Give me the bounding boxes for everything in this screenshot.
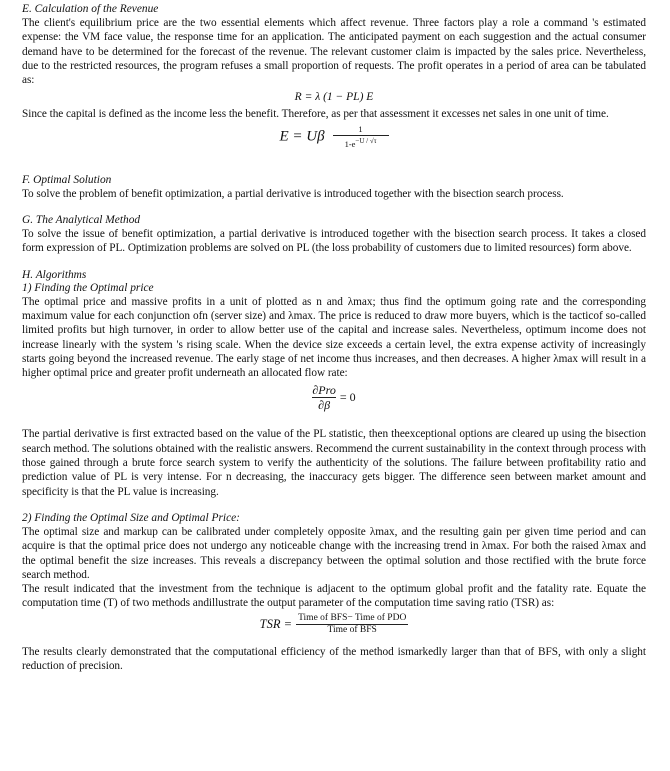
expense-denominator-exponent: −U / √τ bbox=[355, 136, 377, 145]
section-e-paragraph-2: Since the capital is defined as the income less the benefit. Therefore, as per that assessment it excesses net sales in one unit of time. bbox=[22, 108, 609, 121]
section-f-paragraph: To solve the problem of benefit optimization, a partial derivative is introduced together with the bisection search process. bbox=[22, 187, 564, 200]
expense-denominator-base: 1-e bbox=[344, 138, 356, 149]
subsection-1-heading: 1) Finding the Optimal price bbox=[22, 281, 154, 294]
expense-fraction-numerator: 1 bbox=[358, 123, 363, 134]
expense-equation bbox=[22, 124, 646, 170]
section-e-paragraph-1: The client's equilibrium price are the two essential elements which affect revenue. Three factors play a role a command 's estimated expense: the VM face value, the response time for an application. The anticipated payment on each suggestion and the actual consumer demand have to be determined for the forecast of the revenue. The relevant customer claim is impacted by the sales price. Nevertheless, due to the restricted resources, the program refuses a small proportion of requests. The profit operates in a period of area can be tabulated as: bbox=[22, 17, 646, 87]
revenue-equation: R = λ (1 − PL) E bbox=[294, 91, 374, 104]
subsection-2-paragraph-3: The results clearly demonstrated that the computational efficiency of the method ismarkedly larger than that of BFS, with only a slight reduction of precision. bbox=[22, 645, 646, 673]
expense-equation-lhs: E = Uβ bbox=[279, 128, 325, 145]
derivative-rhs: = 0 bbox=[339, 390, 356, 405]
subsection-2-heading: 2) Finding the Optimal Size and Optimal Price: bbox=[22, 511, 240, 524]
section-g-paragraph: To solve the issue of benefit optimization, a partial derivative is introduced together with the bisection search process. It takes a closed form expression of PL. Optimization problems are solved on PL (the loss probability of customers due to limited resources) form above. bbox=[22, 228, 646, 255]
subsection-1-paragraph-2: The partial derivative is first extracted based on the value of the PL statistic, then theexceptional options are cleared up using the bisection search method. The solutions obtained with the realistic answers. Recommend the current sustainability in the context through process with those gained through a brute force search system to verify the authenticity of the solutions. The failure between profitability ratio and prediction value of PL is very intense. For n decreasing, the inaccuracy gets bigger. The difference seen between market amount and specificity is that the PL value is increasing. bbox=[22, 428, 646, 498]
subsection-2-paragraph-2: The result indicated that the investment from the technique is adjacent to the optimum global profit and the fatality rate. Equate the computation time (T) of two methods andillustrate the output parameter of the computation time saving ratio (TSR) as: bbox=[22, 583, 646, 610]
subsection-2-paragraph-1: The optimal size and markup can be calibrated under completely opposite λmax, and the resulting gain per given time period and can acquire is that the optimal price does not undergo any noticeable change with the increasing trend in λmax. For both the raised λmax and the optimal benefit the size increases. This reveals a discrepancy between the optimal solution and those rectified with the brute force search method. bbox=[22, 525, 646, 581]
section-h-heading: H. Algorithms bbox=[22, 268, 87, 281]
section-g-heading: G. The Analytical Method bbox=[22, 214, 141, 227]
tsr-equation-lhs: TSR = bbox=[259, 616, 293, 631]
section-f-heading: F. Optimal Solution bbox=[22, 173, 112, 186]
derivative-denominator: ∂β bbox=[318, 398, 331, 413]
tsr-numerator: Time of BFS− Time of PDO bbox=[298, 612, 407, 623]
section-e-heading: E. Calculation of the Revenue bbox=[22, 3, 159, 15]
expense-fraction-denominator bbox=[333, 136, 389, 150]
tsr-fraction bbox=[296, 613, 408, 636]
tsr-denominator: Time of BFS bbox=[327, 624, 377, 635]
expense-fraction bbox=[333, 124, 389, 150]
tsr-equation bbox=[22, 613, 646, 643]
partial-derivative-equation bbox=[22, 383, 646, 427]
paper-page bbox=[22, 3, 646, 673]
derivative-fraction bbox=[312, 383, 335, 412]
derivative-numerator: ∂Pro bbox=[312, 383, 336, 398]
subsection-1-paragraph-1: The optimal price and massive profits in a unit of plotted as n and λmax; thus find the optimum going rate and the corresponding maximum value for each conjunction ofn (server size) and λmax. The price is reduced to draw more buyers, which is the tacticof so-called limited profits but high turnover, in order to allow better use of the capital and increase sales. Nevertheless, optimum income does not increase linearly with the system 's rising scale. When the device size exceeds a certain level, the extra expense activity of increasingly starts going beyond the increased revenue. The early stage of net income thus increases, and then decreases. A higher λmax will result in a higher optimal price and greater profit underneath an allocated flow rate: bbox=[22, 295, 646, 380]
